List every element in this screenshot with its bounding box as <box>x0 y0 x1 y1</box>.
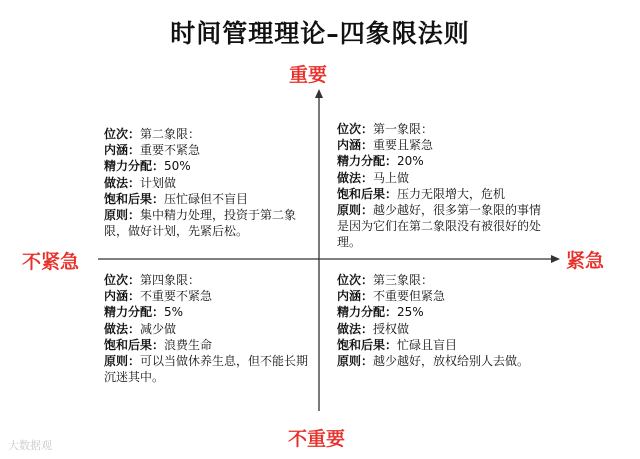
field-value: 浪费生命 <box>164 337 213 352</box>
field-label: 原则： <box>104 354 141 369</box>
field-label: 内涵： <box>104 143 141 158</box>
field-value: 减少做 <box>140 321 177 336</box>
quadrant-energy-row <box>337 153 547 169</box>
field-value: 第二象限： <box>140 127 201 141</box>
quadrant-1-block <box>337 121 547 251</box>
quadrant-energy-row <box>104 304 309 320</box>
quadrant-method-row <box>337 170 547 186</box>
field-value: 重要不紧急 <box>140 143 201 158</box>
quadrant-position-row <box>337 272 552 288</box>
field-label: 位次： <box>104 127 141 141</box>
axis-label-not-urgent: 不紧急 <box>22 251 80 273</box>
field-value: 压力无限增大，危机 <box>397 186 506 201</box>
quadrant-energy-row <box>104 158 309 174</box>
field-value: 集中精力处理，投资于第二象限，做好计划，先紧后松。 <box>104 208 297 239</box>
quadrant-3-block <box>337 272 552 369</box>
quadrant-method-row <box>104 175 309 191</box>
field-label: 位次： <box>337 122 374 136</box>
field-value: 20% <box>397 154 424 169</box>
field-value: 忙碌且盲目 <box>397 337 458 352</box>
quadrant-principle-row <box>337 353 552 369</box>
axis-label-urgent: 紧急 <box>566 250 605 272</box>
quadrant-4-block <box>104 272 309 385</box>
field-label: 精力分配： <box>104 305 165 320</box>
axis-label-not-important: 不重要 <box>288 428 346 450</box>
field-label: 原则： <box>337 203 374 218</box>
field-value: 计划做 <box>140 175 177 190</box>
field-value: 重要且紧急 <box>373 138 434 153</box>
field-label: 位次： <box>337 273 374 287</box>
quadrant-result-row <box>104 191 309 207</box>
field-value: 授权做 <box>373 321 410 336</box>
field-value: 第四象限： <box>140 273 201 287</box>
field-value: 不重要但紧急 <box>373 289 446 304</box>
field-value: 越少越好，放权给别人去做。 <box>373 354 530 369</box>
quadrant-2-block <box>104 126 309 239</box>
quadrant-position-row <box>104 272 309 288</box>
field-value: 第三象限： <box>373 273 434 287</box>
quadrant-energy-row <box>337 304 552 320</box>
field-label: 饱和后果： <box>337 186 398 201</box>
field-label: 做法： <box>337 321 374 336</box>
field-label: 精力分配： <box>104 159 165 174</box>
quadrant-position-row <box>104 126 309 142</box>
watermark: 大数据观 <box>8 439 52 452</box>
quadrant-result-row <box>104 337 309 353</box>
field-label: 内涵： <box>337 289 374 304</box>
field-value: 第一象限： <box>373 122 434 136</box>
field-label: 饱和后果： <box>104 337 165 352</box>
field-value: 50% <box>164 159 191 174</box>
quadrant-meaning-row <box>337 288 552 304</box>
field-value: 5% <box>164 305 184 320</box>
field-label: 饱和后果： <box>337 337 398 352</box>
axis-label-important: 重要 <box>289 64 328 86</box>
field-label: 内涵： <box>337 138 374 153</box>
quadrant-method-row <box>104 321 309 337</box>
field-label: 精力分配： <box>337 305 398 320</box>
quadrant-result-row <box>337 337 552 353</box>
quadrant-principle-row <box>104 353 309 385</box>
field-label: 做法： <box>104 321 141 336</box>
field-label: 做法： <box>104 175 141 190</box>
vertical-axis-arrowhead <box>315 89 323 98</box>
field-value: 可以当做休养生息，但不能长期沉迷其中。 <box>104 354 309 385</box>
field-label: 内涵： <box>104 289 141 304</box>
quadrant-meaning-row <box>337 137 547 153</box>
quadrant-meaning-row <box>104 288 309 304</box>
field-label: 位次： <box>104 273 141 287</box>
quadrant-result-row <box>337 186 547 202</box>
horizontal-axis-arrowhead <box>551 255 560 263</box>
field-label: 饱和后果： <box>104 191 165 206</box>
field-label: 做法： <box>337 170 374 185</box>
page-title: 时间管理理论–四象限法则 <box>170 19 470 48</box>
field-value: 压忙碌但不盲目 <box>164 191 249 206</box>
field-value: 25% <box>397 305 424 320</box>
field-value: 马上做 <box>373 170 410 185</box>
field-value: 不重要不紧急 <box>140 289 213 304</box>
quadrant-position-row <box>337 121 547 137</box>
quadrant-principle-row <box>104 207 309 239</box>
field-label: 原则： <box>104 208 141 223</box>
field-value: 越少越好，很多第一象限的事情是因为它们在第二象限没有被很好的处理。 <box>337 203 542 250</box>
quadrant-principle-row <box>337 202 547 251</box>
quadrant-method-row <box>337 321 552 337</box>
quadrant-meaning-row <box>104 142 309 158</box>
field-label: 精力分配： <box>337 154 398 169</box>
field-label: 原则： <box>337 354 374 369</box>
